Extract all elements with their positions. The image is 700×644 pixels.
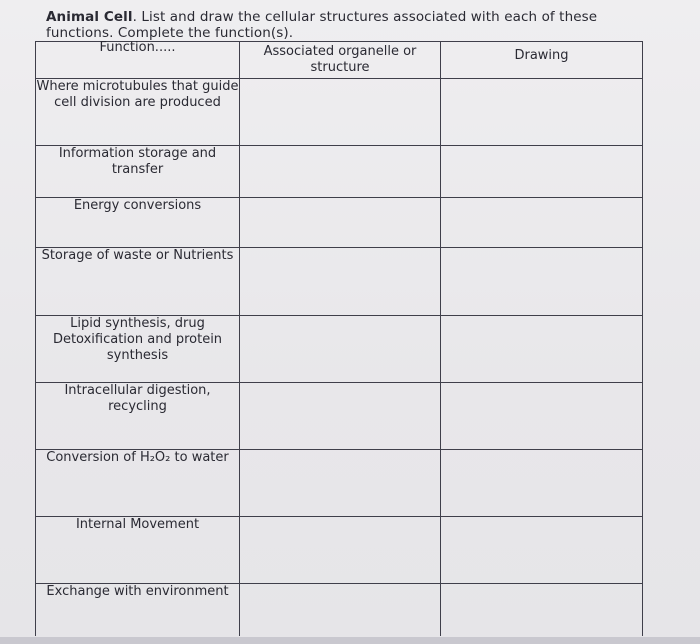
header-function: Function..... xyxy=(36,42,240,79)
function-cell: Conversion of H₂O₂ to water xyxy=(36,450,240,517)
drawing-answer-cell[interactable] xyxy=(441,584,643,636)
organelle-answer-cell[interactable] xyxy=(240,383,441,450)
organelle-answer-cell[interactable] xyxy=(240,450,441,517)
drawing-answer-cell[interactable] xyxy=(441,248,643,316)
organelle-answer-cell[interactable] xyxy=(240,584,441,636)
function-cell: Lipid synthesis, drug Detoxification and protein synthesis xyxy=(36,316,240,383)
function-cell: Where microtubules that guide cell division are produced xyxy=(36,79,240,146)
worksheet-title: Animal Cell xyxy=(46,9,133,25)
instructions-text: . List and draw the cellular structures associated with each of these functions. Complete the function(s). xyxy=(46,9,598,41)
instructions xyxy=(46,9,646,41)
organelle-answer-cell[interactable] xyxy=(240,79,441,146)
organelle-answer-cell[interactable] xyxy=(240,517,441,584)
function-cell: Internal Movement xyxy=(36,517,240,584)
function-cell: Exchange with environment xyxy=(36,584,240,636)
page-bottom-edge xyxy=(0,637,700,644)
table-row xyxy=(36,316,643,383)
cell-structures-table xyxy=(35,41,643,636)
drawing-answer-cell[interactable] xyxy=(441,198,643,248)
function-cell: Storage of waste or Nutrients xyxy=(36,248,240,316)
drawing-answer-cell[interactable] xyxy=(441,316,643,383)
header-drawing: Drawing xyxy=(441,42,643,79)
table-row xyxy=(36,198,643,248)
table-header-row xyxy=(36,42,643,79)
table-row xyxy=(36,383,643,450)
organelle-answer-cell[interactable] xyxy=(240,146,441,198)
table-row xyxy=(36,248,643,316)
drawing-answer-cell[interactable] xyxy=(441,146,643,198)
table-row xyxy=(36,146,643,198)
drawing-answer-cell[interactable] xyxy=(441,79,643,146)
header-organelle: Associated organelle or structure xyxy=(240,42,441,79)
drawing-answer-cell[interactable] xyxy=(441,450,643,517)
table-row xyxy=(36,450,643,517)
table-row xyxy=(36,584,643,636)
organelle-answer-cell[interactable] xyxy=(240,316,441,383)
drawing-answer-cell[interactable] xyxy=(441,517,643,584)
drawing-answer-cell[interactable] xyxy=(441,383,643,450)
table-row xyxy=(36,517,643,584)
function-cell: Energy conversions xyxy=(36,198,240,248)
organelle-answer-cell[interactable] xyxy=(240,198,441,248)
function-cell: Intracellular digestion, recycling xyxy=(36,383,240,450)
organelle-answer-cell[interactable] xyxy=(240,248,441,316)
function-cell: Information storage and transfer xyxy=(36,146,240,198)
table-row xyxy=(36,79,643,146)
